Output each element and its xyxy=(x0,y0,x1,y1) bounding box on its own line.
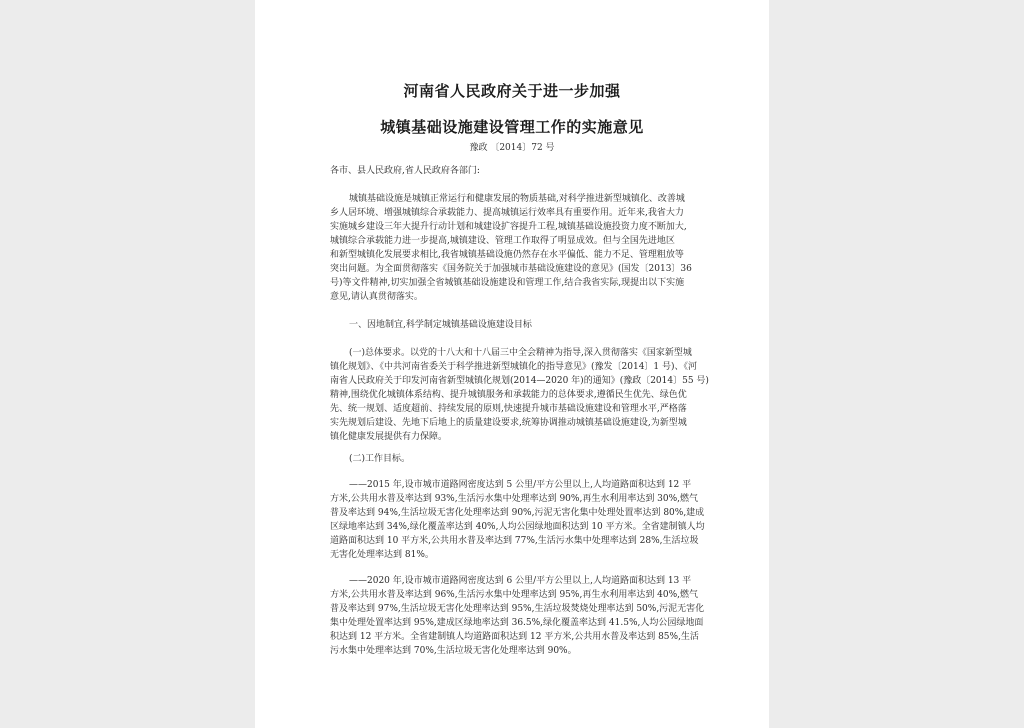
paragraph-line: 和新型城镇化发展要求相比,我省城镇基础设施仍然存在水平偏低、能力不足、管理粗放等 xyxy=(330,250,684,260)
paragraph-line: 南省人民政府关于印发河南省新型城镇化规划(2014—2020 年)的通知》(豫政〔2014〕55 号) xyxy=(330,376,709,386)
title-line-1: 河南省人民政府关于进一步加强 xyxy=(403,82,621,100)
paragraph-line: 意见,请认真贯彻落实。 xyxy=(330,292,423,302)
document-number: 豫政 〔2014〕72 号 xyxy=(469,143,555,153)
paragraph-line: 镇化规划》、《中共河南省委关于科学推进新型城镇化的指导意见》(豫发〔2014〕1 号)、《河 xyxy=(330,362,698,372)
goals-heading: (二)工作目标。 xyxy=(349,454,411,464)
paragraph-line: 精神,围绕优化城镇体系结构、提升城镇服务和承载能力的总体要求,遵循民生优先、绿色优 xyxy=(330,390,687,400)
paragraph-line: 区绿地率达到 34%,绿化覆盖率达到 40%,人均公园绿地面积达到 10 平方米。全省建制镇人均 xyxy=(330,522,705,532)
paragraph-line: 普及率达到 94%,生活垃圾无害化处理率达到 90%,污泥无害化集中处理处置率达到 80%,建成 xyxy=(330,508,705,518)
section-heading: 一、因地制宜,科学制定城镇基础设施建设目标 xyxy=(349,320,532,330)
title-line-2: 城镇基础设施建设管理工作的实施意见 xyxy=(380,118,644,136)
document-page xyxy=(255,0,769,728)
paragraph-line: 实先规划后建设、先地下后地上的质量建设要求,统筹协调推动城镇基础设施建设,为新型城 xyxy=(330,418,687,428)
paragraph-line: 积达到 12 平方米。全省建制镇人均道路面积达到 12 平方米,公共用水普及率达到 85%,生活 xyxy=(330,632,699,642)
paragraph-line: 突出问题。为全面贯彻落实《国务院关于加强城市基础设施建设的意见》(国发〔2013〕36 xyxy=(330,264,692,274)
paragraph-line: 号)等文件精神,切实加强全省城镇基础设施建设和管理工作,结合我省实际,现提出以下实施 xyxy=(330,278,685,288)
paragraph-line: ——2020 年,设市城市道路网密度达到 6 公里/平方公里以上,人均道路面积达到 13 平 xyxy=(349,576,692,586)
addressee: 各市、县人民政府,省人民政府各部门: xyxy=(330,166,480,176)
paragraph-line: 集中处理处置率达到 95%,建成区绿地率达到 36.5%,绿化覆盖率达到 41.5%,人均公园绿地面 xyxy=(330,618,704,628)
paragraph-line: 无害化处理率达到 81%。 xyxy=(330,550,434,560)
paragraph-line: 乡人居环境、增强城镇综合承载能力、提高城镇运行效率具有重要作用。近年来,我省大力 xyxy=(330,208,684,218)
paragraph-line: 镇化健康发展提供有力保障。 xyxy=(330,432,448,442)
paragraph-line: ——2015 年,设市城市道路网密度达到 5 公里/平方公里以上,人均道路面积达到 12 平 xyxy=(349,480,692,490)
paragraph-line: (一)总体要求。以党的十八大和十八届三中全会精神为指导,深入贯彻落实《国家新型城 xyxy=(349,348,692,358)
paragraph-line: 实施城乡建设三年大提升行动计划和城建设扩容提升工程,城镇基础设施投资力度不断加大, xyxy=(330,222,687,232)
paragraph-line: 方米,公共用水普及率达到 93%,生活污水集中处理率达到 90%,再生水利用率达到 30%,燃气 xyxy=(330,494,699,504)
paragraph-line: 污水集中处理率达到 70%,生活垃圾无害化处理率达到 90%。 xyxy=(330,646,577,656)
paragraph-line: 普及率达到 97%,生活垃圾无害化处理率达到 95%,生活垃圾焚烧处理率达到 50%,污泥无害化 xyxy=(330,604,705,614)
paragraph-line: 城镇综合承载能力进一步提高,城镇建设、管理工作取得了明显成效。但与全国先进地区 xyxy=(330,236,675,246)
paragraph-line: 方米,公共用水普及率达到 96%,生活污水集中处理率达到 95%,再生水利用率达到 40%,燃气 xyxy=(330,590,699,600)
paragraph-line: 城镇基础设施是城镇正常运行和健康发展的物质基础,对科学推进新型城镇化、改善城 xyxy=(349,194,685,204)
paragraph-line: 道路面积达到 10 平方米,公共用水普及率达到 77%,生活污水集中处理率达到 28%,生活垃圾 xyxy=(330,536,699,546)
paragraph-line: 先、统一规划、适度超前、持续发展的原则,快速提升城市基础设施建设和管理水平,严格落 xyxy=(330,404,687,414)
